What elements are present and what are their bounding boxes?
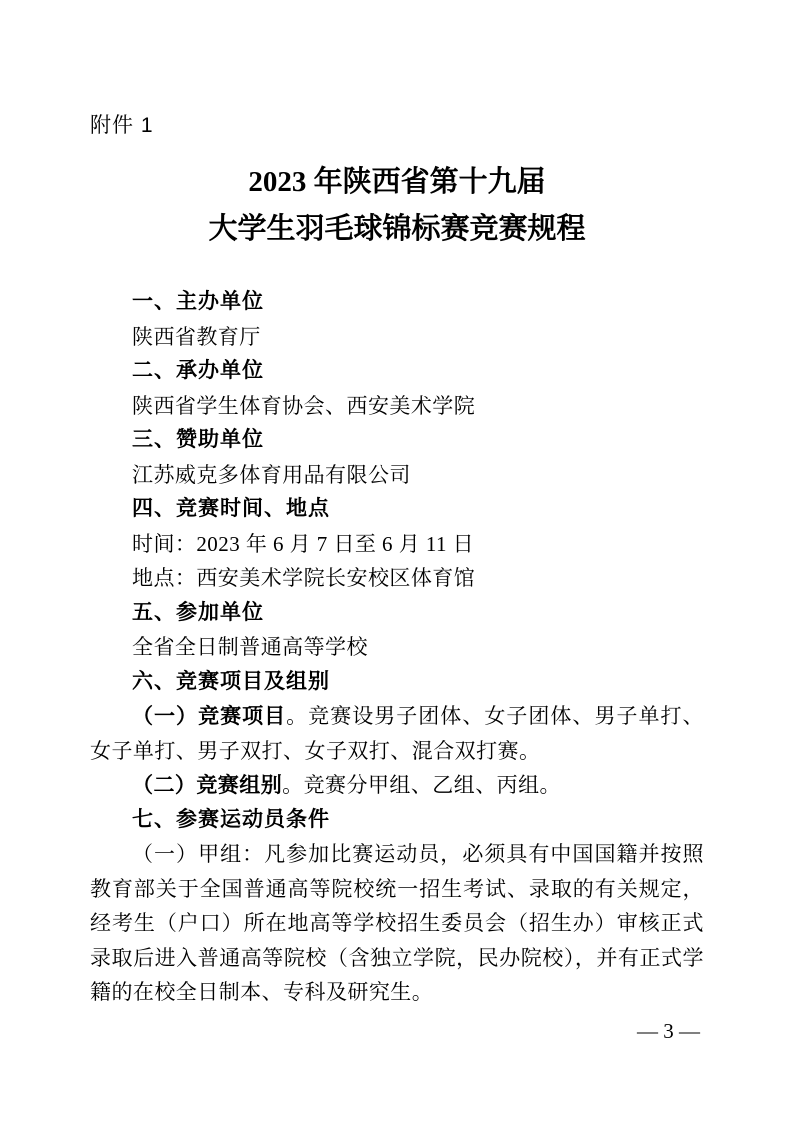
section-heading-sponsor: 三、赞助单位 [132,428,264,451]
section-heading-events-groups: 六、竞赛项目及组别 [132,669,330,693]
section-heading-time-place: 四、竞赛时间、地点 [132,497,330,520]
page-number: — 3 — [637,1019,700,1043]
body-line-time: 时间：2023 年 6 月 7 日至 6 月 11 日 [132,531,475,556]
document-body [90,285,704,1010]
body-line-participants: 全省全日制普通高等学校 [132,635,368,659]
body-line-organizer: 陕西省教育厅 [132,324,261,349]
body-line-undertaker: 陕西省学生体育协会、西安美术学院 [132,393,476,418]
section-heading-participants: 五、参加单位 [132,600,264,624]
title-line-1: 2023 年陕西省第十九届 [248,166,546,198]
body-line-place: 地点：西安美术学院长安校区体育馆 [132,566,476,590]
paragraph-groups [90,768,704,803]
paragraph-groups-text: 。竞赛分甲组、乙组、丙组。 [282,773,562,797]
section-heading-organizer: 一、主办单位 [132,290,264,313]
attachment-label: 附件 1 [90,114,154,137]
paragraph-events-text: 。竞赛设男子团体、女子团体、男子单打、女子单打、男子双打、女子双打、混合双打赛。 [90,704,704,763]
paragraph-events-lead: （一）竞赛项目 [132,704,287,728]
document-title [0,159,794,253]
body-line-sponsor: 江苏威克多体育用品有限公司 [132,462,411,487]
paragraph-group-a-conditions: （一）甲组：凡参加比赛运动员，必须具有中国国籍并按照教育部关于全国普通高等院校统一招生考试、录取的有关规定，经考生（户口）所在地高等学校招生委员会（招生办）审核正式录取后进入普通高等院校（含独立学院，民办院校），并有正式学籍的在校全日制本、专科及研究生。 [90,842,704,1004]
paragraph-groups-lead: （二）竞赛组别 [132,773,283,797]
section-heading-undertaker: 二、承办单位 [132,359,264,382]
paragraph-events [90,699,704,768]
title-line-2: 大学生羽毛球锦标赛竞赛规程 [208,213,586,245]
section-heading-athlete-conditions: 七、参赛运动员条件 [132,807,330,831]
